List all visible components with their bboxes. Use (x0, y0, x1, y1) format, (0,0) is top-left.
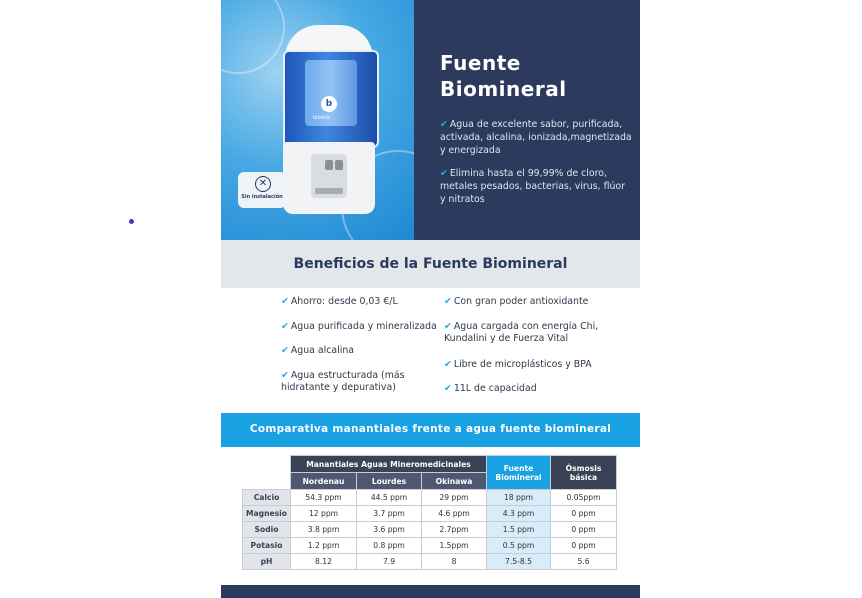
table-cell: 3.7 ppm (357, 506, 422, 522)
benefit-item (281, 345, 431, 357)
table-cell: 54.3 ppm (291, 490, 357, 506)
check-icon: ✔ (281, 370, 289, 381)
table-cell: 0 ppm (551, 522, 617, 538)
table-row (243, 506, 617, 522)
benefit-text: 11L de capacidad (453, 383, 537, 394)
benefit-text: Ahorro: desde 0,03 €/L (290, 296, 398, 307)
stray-dot (129, 219, 134, 224)
badge-label: Sin instalación (241, 194, 283, 200)
benefit-text: Agua alcalina (290, 345, 355, 356)
table-cell: 3.8 ppm (291, 522, 357, 538)
flyer-page (221, 0, 640, 598)
benefit-text: Agua estructurada (más hidratante y depurativa) (281, 370, 405, 393)
table-cell: 18 ppm (487, 490, 551, 506)
hero-bullet (440, 118, 632, 157)
table-cell: 3.6 ppm (357, 522, 422, 538)
table-cell: 8 (422, 554, 487, 570)
footer-band (221, 585, 640, 598)
row-label: Sodio (243, 522, 291, 538)
benefit-item (444, 321, 619, 345)
row-label: Potasio (243, 538, 291, 554)
fuente-biomineral-header: Fuente Biomineral (487, 456, 551, 490)
benefit-item (444, 296, 619, 308)
benefits-title: Beneficios de la Fuente Biomineral (293, 256, 568, 272)
table-cell: 4.3 ppm (487, 506, 551, 522)
table-cell: 7.9 (357, 554, 422, 570)
table-cell: 0 ppm (551, 506, 617, 522)
no-installation-badge (238, 172, 286, 208)
comparison-title: Comparativa manantiales frente a agua fuente biomineral (249, 423, 612, 435)
water-splash-decoration (221, 0, 285, 74)
hero-title-line2: Biomineral (440, 77, 567, 101)
table-cell: 1.5ppm (422, 538, 487, 554)
table-cell: 0.5 ppm (487, 538, 551, 554)
table-cell: 5.6 (551, 554, 617, 570)
check-icon: ✔ (440, 168, 448, 179)
table-cell: 8.12 (291, 554, 357, 570)
table-cell: 4.6 ppm (422, 506, 487, 522)
drip-tray (315, 188, 343, 194)
table-corner (243, 456, 291, 473)
benefit-text: Agua cargada con energía Chi, Kundalini y de Fuerza Vital (444, 321, 599, 344)
row-label: pH (243, 554, 291, 570)
table-cell: 0 ppm (551, 538, 617, 554)
okinawa-header: Okinawa (422, 473, 487, 490)
table-row (243, 554, 617, 570)
check-icon: ✔ (440, 119, 448, 130)
table-cell: 2.7ppm (422, 522, 487, 538)
brand-logo-icon: b (321, 96, 337, 112)
check-icon: ✔ (444, 383, 452, 394)
dispenser-base (283, 142, 375, 214)
check-icon: ✔ (281, 345, 289, 356)
hero-title (440, 50, 567, 102)
table-corner (243, 473, 291, 490)
benefit-item (444, 359, 619, 371)
row-label: Calcio (243, 490, 291, 506)
benefit-item (281, 370, 411, 394)
lourdes-header: Lourdes (357, 473, 422, 490)
table-cell: 1.5 ppm (487, 522, 551, 538)
springs-group-header: Manantiales Aguas Mineromedicinales (291, 456, 487, 473)
dispenser-brand: biomix (313, 115, 330, 121)
product-image (221, 0, 414, 240)
osmosis-header: Ósmosis básica (551, 456, 617, 490)
benefit-item (281, 321, 441, 333)
no-tools-icon: ✕ (255, 176, 271, 192)
hero-bullet-text: Agua de excelente sabor, purificada, activada, alcalina, ionizada,magnetizada y energizada (440, 119, 632, 156)
table-cell: 7.5-8.5 (487, 554, 551, 570)
table-cell: 29 ppm (422, 490, 487, 506)
tap-icon (335, 160, 343, 170)
tap-icon (325, 160, 333, 170)
table-cell: 0.8 ppm (357, 538, 422, 554)
benefit-item (444, 383, 619, 395)
dispenser-tank (283, 50, 379, 148)
check-icon: ✔ (281, 321, 289, 332)
benefit-text: Con gran poder antioxidante (453, 296, 589, 307)
table-row (243, 522, 617, 538)
check-icon: ✔ (281, 296, 289, 307)
table-cell: 0.05ppm (551, 490, 617, 506)
hero-bullet-text: Elimina hasta el 99,99% de cloro, metales pesados, bacterias, virus, flúor y nitratos (440, 168, 626, 205)
row-label: Magnesio (243, 506, 291, 522)
benefit-item (281, 296, 431, 308)
table-row (243, 490, 617, 506)
benefit-text: Agua purificada y mineralizada (290, 321, 437, 332)
table-cell: 44.5 ppm (357, 490, 422, 506)
benefit-text: Libre de microplásticos y BPA (453, 359, 592, 370)
check-icon: ✔ (444, 359, 452, 370)
table-cell: 12 ppm (291, 506, 357, 522)
hero-panel (414, 0, 640, 240)
check-icon: ✔ (444, 296, 452, 307)
hero-title-line1: Fuente (440, 51, 521, 75)
hero-bullet (440, 167, 632, 206)
nordenau-header: Nordenau (291, 473, 357, 490)
table-row (243, 538, 617, 554)
comparison-table (242, 455, 617, 570)
table-cell: 1.2 ppm (291, 538, 357, 554)
dispenser-niche (311, 154, 347, 198)
hero-bullets (440, 118, 632, 216)
check-icon: ✔ (444, 321, 452, 332)
